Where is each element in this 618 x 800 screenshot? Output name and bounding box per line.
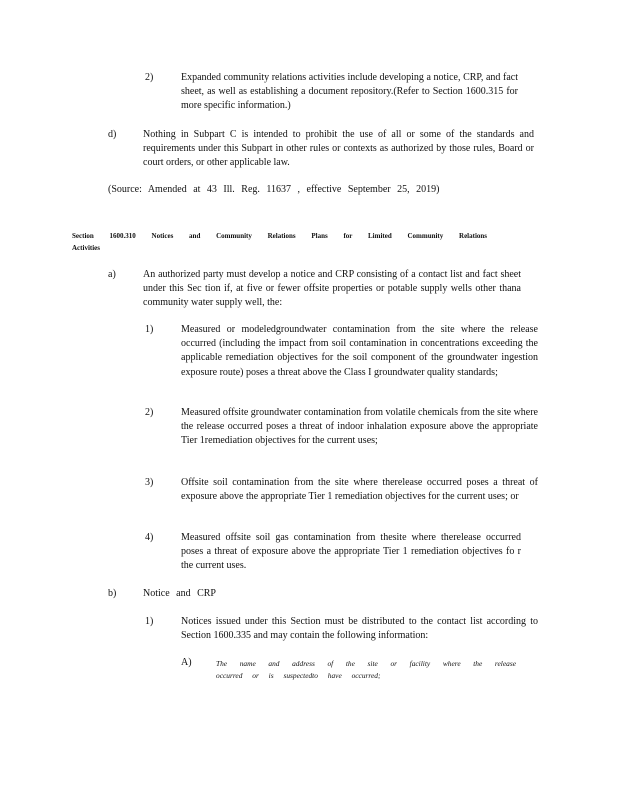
item-label: 2)	[145, 72, 154, 83]
item-label: b)	[108, 588, 117, 599]
subheading: Notice and CRP	[143, 588, 216, 599]
section-heading: Section 1600.310 Notices and Community Relations Plans for Limited Community Relations Activities	[72, 232, 488, 252]
paragraph: Nothing in Subpart C is intended to prohibit the use of all or some of the standards and requirements under this Subpart in other rules or contexts as authorized by those rules, Board or court orders, or other applicable law.	[143, 129, 534, 169]
paragraph: An authorized party must develop a notice and CRP consisting of a contact list and fact sheet under this Sec tion if, at five or fewer offsite properties or potable supply wells other thana community water supply well, the:	[143, 269, 521, 309]
item-label: a)	[108, 269, 116, 280]
item-label: 3)	[145, 477, 154, 488]
paragraph: The name and address of the site or facility where the release occurred or is suspectedto have occurred;	[216, 659, 516, 680]
paragraph: Measured offsite soil gas contamination from thesite where therelease occurred poses a threat of exposure above the appropriate Tier 1 remediation objectives fo r the current uses.	[181, 532, 521, 572]
paragraph: Measured or modeledgroundwater contamination from the site where the release occurred (including the impact from soil contamination in concentrations exceeding the applicable remediation objectives for the soil component of the groundwater ingestion exposure route) poses a threat above the Class I groundwater quality standards;	[181, 324, 538, 378]
paragraph: Notices issued under this Section must be distributed to the contact list according to Section 1600.335 and may contain the following information:	[181, 616, 538, 642]
paragraph: Expanded community relations activities include developing a notice, CRP, and fact sheet, as well as establishing a document repository.(Refer to Section 1600.315 for more specific information.)	[181, 72, 518, 112]
source-note: (Source: Amended at 43 Ill. Reg. 11637 , effective September 25, 2019)	[108, 184, 440, 195]
paragraph: Offsite soil contamination from the site where therelease occurred poses a threat of exposure above the appropriate Tier 1 remediation objectives for the current uses; or	[181, 477, 538, 503]
item-label: 1)	[145, 324, 154, 335]
item-label: d)	[108, 129, 117, 140]
paragraph: Measured offsite groundwater contamination from volatile chemicals from the site where the release occurred poses a threat of indoor inhalation exposure above the appropriate Tier 1remediation objectives for the current uses;	[181, 407, 538, 447]
item-label: A)	[181, 657, 192, 668]
item-label: 4)	[145, 532, 154, 543]
item-label: 1)	[145, 616, 154, 627]
item-label: 2)	[145, 407, 154, 418]
